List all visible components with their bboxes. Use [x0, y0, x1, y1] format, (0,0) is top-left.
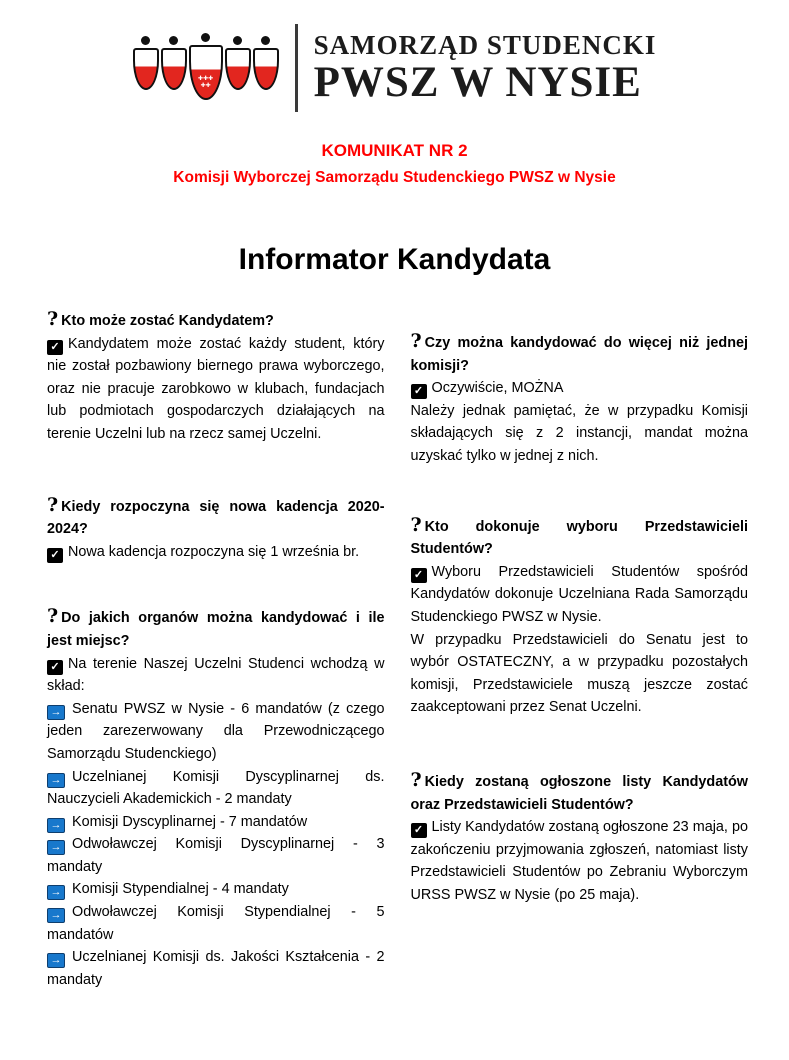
list-item: [47, 698, 385, 766]
qa-section-candidate-lists: [411, 769, 749, 907]
shield-icon: [253, 36, 279, 90]
logo-shields-graphic: [133, 36, 279, 100]
answer-text: Należy jednak pamiętać, że w przypadku Komisji składających się z 2 instancji, mandat można uzyskać tylko w jednej z nich.: [410, 402, 748, 464]
check-icon: ✓: [411, 384, 427, 399]
answer-text: Wyboru Przedstawicieli Studentów spośród Kandydatów dokonuje Uczelniana Rada Samorządu Studenckiego PWSZ w Nysie.: [410, 563, 748, 625]
check-icon: ✓: [47, 340, 63, 355]
answer-text: Nowa kadencja rozpoczyna się 1 września br.: [68, 543, 360, 560]
question-heading: [411, 330, 749, 377]
question-text: Kto dokonuje wyboru Przedstawicieli Studentów?: [410, 518, 748, 558]
qa-section-multiple-commissions: [411, 330, 749, 468]
answer-paragraph: [47, 653, 385, 698]
logo: [0, 0, 789, 112]
list-item-text: Komisji Stypendialnej - 4 mandaty: [72, 881, 289, 898]
arrow-right-icon: →: [47, 953, 65, 968]
answer-text: Listy Kandydatów zostaną ogłoszone 23 maja, po zakończeniu przyjmowania zgłoszeń, natomiast listy Przedstawicieli Studentów po Zebraniu Wyborczym URSS PWSZ w Nysie (po 25 maja).: [410, 819, 748, 903]
question-text: Kto może zostać Kandydatem?: [61, 313, 274, 329]
list-item: [47, 811, 385, 834]
announcement-heading: KOMUNIKAT NR 2: [321, 141, 468, 160]
dot-icon: [261, 36, 270, 45]
question-mark-icon: ?: [410, 513, 422, 536]
question-heading: [411, 514, 749, 561]
arrow-right-icon: →: [47, 818, 65, 833]
arrow-right-icon: →: [47, 705, 65, 720]
arrow-right-icon: →: [47, 840, 65, 855]
answer-text: W przypadku Przedstawicieli do Senatu jest to wybór OSTATECZNY, a w przypadku pozostałych komisji, Przedstawiciele muszą jeszcze zostać zaakceptowani przez Senat Uczelni.: [410, 631, 748, 716]
dot-icon: [201, 33, 210, 42]
answer-paragraph: [47, 333, 385, 446]
qa-section-new-term: [47, 494, 385, 564]
shield-icon: [225, 36, 251, 90]
question-heading: [47, 605, 385, 652]
qa-section-who-elects-representatives: [411, 514, 749, 719]
dot-icon: [141, 36, 150, 45]
question-mark-icon: ?: [410, 768, 422, 791]
list-item-text: Komisji Dyscyplinarnej - 7 mandatów: [72, 813, 308, 830]
logo-wordmark: [314, 30, 657, 106]
answer-extra-paragraph: [411, 400, 749, 468]
question-mark-icon: ?: [47, 308, 59, 330]
shield-icon: [133, 36, 159, 90]
question-text: Do jakich organów można kandydować i ile jest miejsc?: [47, 610, 385, 649]
question-heading: [47, 308, 385, 333]
list-item-text: Senatu PWSZ w Nysie - 6 mandatów (z czego jeden zarezerwowany dla Przewodniczącego Samorządu Studenckiego): [47, 700, 385, 762]
question-heading: [411, 769, 749, 816]
logo-divider: [295, 24, 298, 112]
question-heading: [47, 494, 385, 541]
question-text: Kiedy rozpoczyna się nowa kadencja 2020-2024?: [47, 498, 385, 538]
answer-paragraph: [411, 816, 749, 906]
arrow-right-icon: →: [47, 773, 65, 788]
right-column: [411, 308, 749, 991]
question-mark-icon: ?: [410, 330, 422, 352]
list-item: [47, 946, 385, 991]
question-text: Czy można kandydować do więcej niż jednej komisji?: [410, 335, 748, 374]
list-item: [47, 833, 385, 878]
list-item-text: Odwoławczej Komisji Dyscyplinarnej - 3 mandaty: [47, 836, 385, 875]
logo-org-name: SAMORZĄD STUDENCKI: [313, 30, 657, 60]
check-icon: ✓: [47, 548, 63, 563]
qa-section-organs-and-seats: [47, 605, 385, 991]
answer-text: Na terenie Naszej Uczelni Studenci wchodzą w skład:: [47, 655, 385, 695]
shield-center-icon: [189, 36, 223, 100]
arrow-right-icon: →: [47, 908, 65, 923]
list-item: [47, 901, 385, 946]
qa-columns: [0, 308, 789, 991]
dot-icon: [169, 36, 178, 45]
check-icon: ✓: [47, 660, 63, 675]
shield-icon: [161, 36, 187, 90]
answer-paragraph: [411, 377, 749, 400]
logo-school-name: PWSZ W NYSIE: [313, 59, 642, 106]
list-item: [47, 766, 385, 811]
committee-subheading: Komisji Wyborczej Samorządu Studenckiego PWSZ w Nysie: [173, 169, 616, 186]
list-item-text: Uczelnianej Komisji Dyscyplinarnej ds. Nauczycieli Akademickich - 2 mandaty: [47, 768, 385, 808]
list-item-text: Odwoławczej Komisji Stypendialnej - 5 mandatów: [47, 904, 385, 943]
check-icon: ✓: [411, 568, 427, 583]
page-title: Informator Kandydata: [238, 243, 551, 276]
arrow-right-icon: →: [47, 885, 65, 900]
question-mark-icon: ?: [47, 605, 59, 628]
question-text: Kiedy zostaną ogłoszone listy Kandydatów oraz Przedstawicieli Studentów?: [410, 773, 748, 813]
answer-paragraph: [411, 561, 749, 629]
dot-icon: [233, 36, 242, 45]
list-item-text: Uczelnianej Komisji ds. Jakości Kształcenia - 2 mandaty: [47, 949, 385, 988]
left-column: [47, 308, 385, 991]
answer-extra-paragraph: [411, 629, 749, 719]
question-mark-icon: ?: [47, 493, 59, 516]
answer-text: Oczywiście, MOŻNA: [431, 380, 564, 397]
check-icon: ✓: [411, 823, 427, 838]
answer-paragraph: [47, 541, 385, 564]
qa-section-who-can-be-candidate: [47, 308, 385, 446]
answer-text: Kandydatem może zostać każdy student, który nie został pozbawiony biernego prawa wyborczego, oraz nie pracuje zarobkowo w klubach, fundacjach lub podmiotach gospodarczych działających na terenie Uczelni lub na rzecz samej Uczelni.: [47, 335, 385, 442]
list-item: [47, 878, 385, 901]
